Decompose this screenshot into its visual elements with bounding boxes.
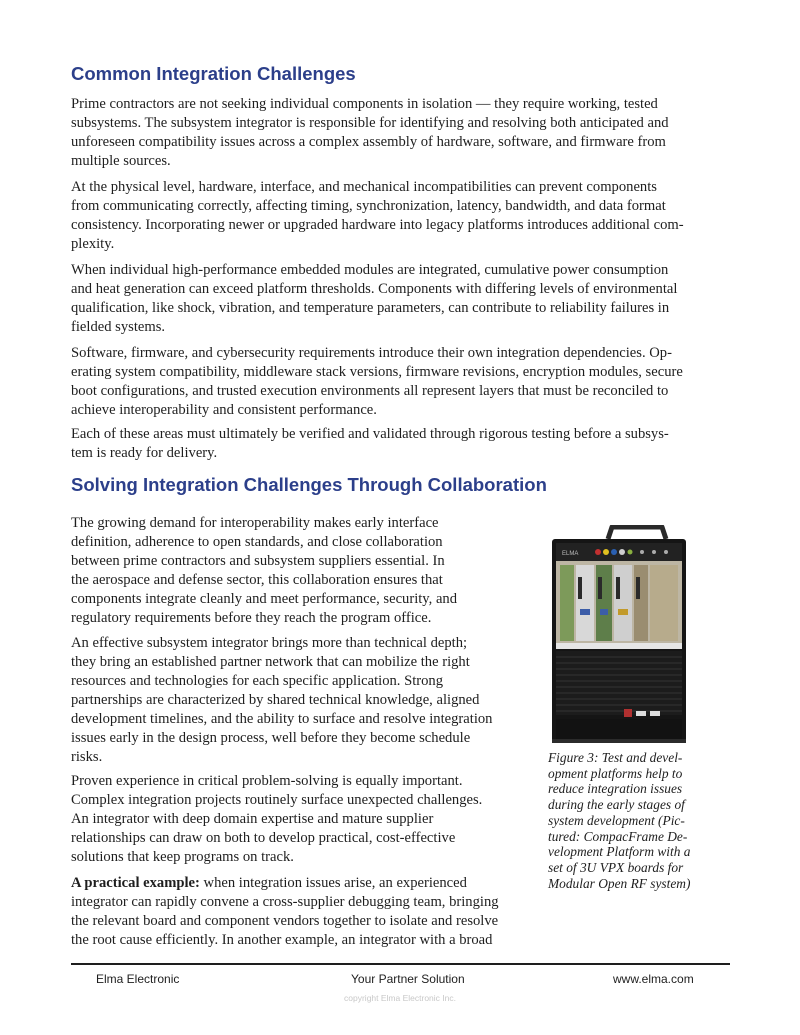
practical-example-label: A practical example: <box>71 875 200 891</box>
caption-line: opment platforms help to <box>548 765 683 781</box>
text-line: resources and technologies for each specific application. Strong <box>71 673 444 689</box>
text-line: An integrator with deep domain expertise and mature supplier <box>71 811 434 827</box>
compacframe-platform-photo <box>550 525 690 747</box>
caption-line: during the early stages of <box>548 797 685 813</box>
text-line: fielded systems. <box>71 319 166 335</box>
text-line: they bring an established partner network that can mobilize the right <box>71 654 470 670</box>
text-line: between prime contractors and subsystem suppliers essential. In <box>71 553 445 569</box>
footer-company: Elma Electronic <box>96 972 180 986</box>
section-heading-solving-integration-challenges: Solving Integration Challenges Through Collaboration <box>71 474 547 495</box>
footer-website-link[interactable]: www.elma.com <box>613 972 694 986</box>
text-line: achieve interoperability and consistent performance. <box>71 402 377 418</box>
text-line: multiple sources. <box>71 153 171 169</box>
text-line: regulatory requirements before they reach the program office. <box>71 610 432 626</box>
text-run: when integration issues arise, an experienced <box>199 875 467 891</box>
copyright-notice: copyright Elma Electronic Inc. <box>344 993 456 1003</box>
paragraph-power-heat <box>71 261 677 337</box>
text-line: The growing demand for interoperability makes early interface <box>71 515 439 531</box>
panel-label: ELMA <box>562 551 579 557</box>
text-line: integrator can rapidly convene a cross-supplier debugging team, bringing <box>71 894 499 910</box>
paragraph-verification <box>71 425 669 463</box>
text-line <box>71 874 499 893</box>
text-line: Proven experience in critical problem-solving is equally important. <box>71 773 463 789</box>
text-line: definition, adherence to open standards, and close collaboration <box>71 534 443 550</box>
text-line: development timelines, and the ability to surface and resolve integration <box>71 711 493 727</box>
paragraph-effective-integrator <box>71 634 492 767</box>
text-line: plexity. <box>71 236 115 252</box>
caption-line: set of 3U VPX boards for <box>548 859 684 875</box>
paragraph-growing-demand <box>71 514 457 628</box>
text-line: relationships can draw on both to develop practical, cost-effective <box>71 830 456 846</box>
text-line: When individual high-performance embedded modules are integrated, cumulative power consumption <box>71 262 669 278</box>
text-line: unforeseen compatibility issues across a complex assembly of hardware, software, and firmware from <box>71 134 666 150</box>
text-line: Each of these areas must ultimately be verified and validated through rigorous testing before a subsys- <box>71 426 669 442</box>
text-line: tem is ready for delivery. <box>71 445 218 461</box>
paragraph-problem-solving <box>71 772 482 867</box>
text-line: solutions that keep programs on track. <box>71 849 294 865</box>
caption-line: tured: CompacFrame De- <box>548 828 688 844</box>
text-line: partnerships are characterized by shared technical knowledge, aligned <box>71 692 480 708</box>
footer-tagline: Your Partner Solution <box>351 972 465 986</box>
paragraph-physical-level <box>71 178 684 254</box>
caption-line: velopment Platform with a <box>548 844 691 860</box>
paragraph-software-firmware <box>71 344 683 420</box>
text-line: subsystems. The subsystem integrator is responsible for identifying and resolving both anticipated and <box>71 115 669 131</box>
text-line: risks. <box>71 749 103 765</box>
caption-line: Modular Open RF system) <box>548 875 691 891</box>
text-line: At the physical level, hardware, interface, and mechanical incompatibilities can prevent components <box>71 179 657 195</box>
paragraph-prime-contractors <box>71 95 669 171</box>
footer-divider <box>71 963 730 965</box>
text-line: erating system compatibility, middleware stack versions, firmware revisions, encryption modules, secure <box>71 364 683 380</box>
caption-line: reduce integration issues <box>548 781 683 797</box>
text-line: Software, firmware, and cybersecurity requirements introduce their own integration dependencies. Op- <box>71 345 672 361</box>
text-line: boot configurations, and trusted execution environments all represent layers that must be reconciled to <box>71 383 669 399</box>
section-heading-common-integration-challenges: Common Integration Challenges <box>71 63 356 84</box>
text-line: the aerospace and defense sector, this collaboration ensures that <box>71 572 443 588</box>
text-line: components integrate cleanly and meet performance, security, and <box>71 591 458 607</box>
text-line: An effective subsystem integrator brings more than technical depth; <box>71 635 468 651</box>
figure-caption <box>548 750 690 891</box>
chassis-illustration <box>550 525 690 747</box>
text-line: Complex integration projects routinely surface unexpected challenges. <box>71 792 483 808</box>
paragraph-practical-example <box>71 874 499 950</box>
text-line: issues early in the design process, well before they become schedule <box>71 730 471 746</box>
text-line: from communicating correctly, affecting timing, synchronization, latency, bandwidth, and data format <box>71 198 666 214</box>
caption-line: Figure 3: Test and devel- <box>548 750 683 765</box>
caption-line: system development (Pic- <box>548 812 685 828</box>
text-line: the relevant board and component vendors together to isolate and resolve <box>71 913 499 929</box>
text-line: consistency. Incorporating newer or upgraded hardware into legacy platforms introduces additional com- <box>71 217 684 233</box>
text-line: and heat generation can exceed platform thresholds. Components with differing levels of environmental <box>71 281 678 297</box>
text-line: the root cause efficiently. In another example, an integrator with a broad <box>71 932 493 948</box>
text-line: Prime contractors are not seeking individual components in isolation — they require working, tested <box>71 96 658 112</box>
text-line: qualification, like shock, vibration, and temperature parameters, can contribute to reliability failures in <box>71 300 670 316</box>
